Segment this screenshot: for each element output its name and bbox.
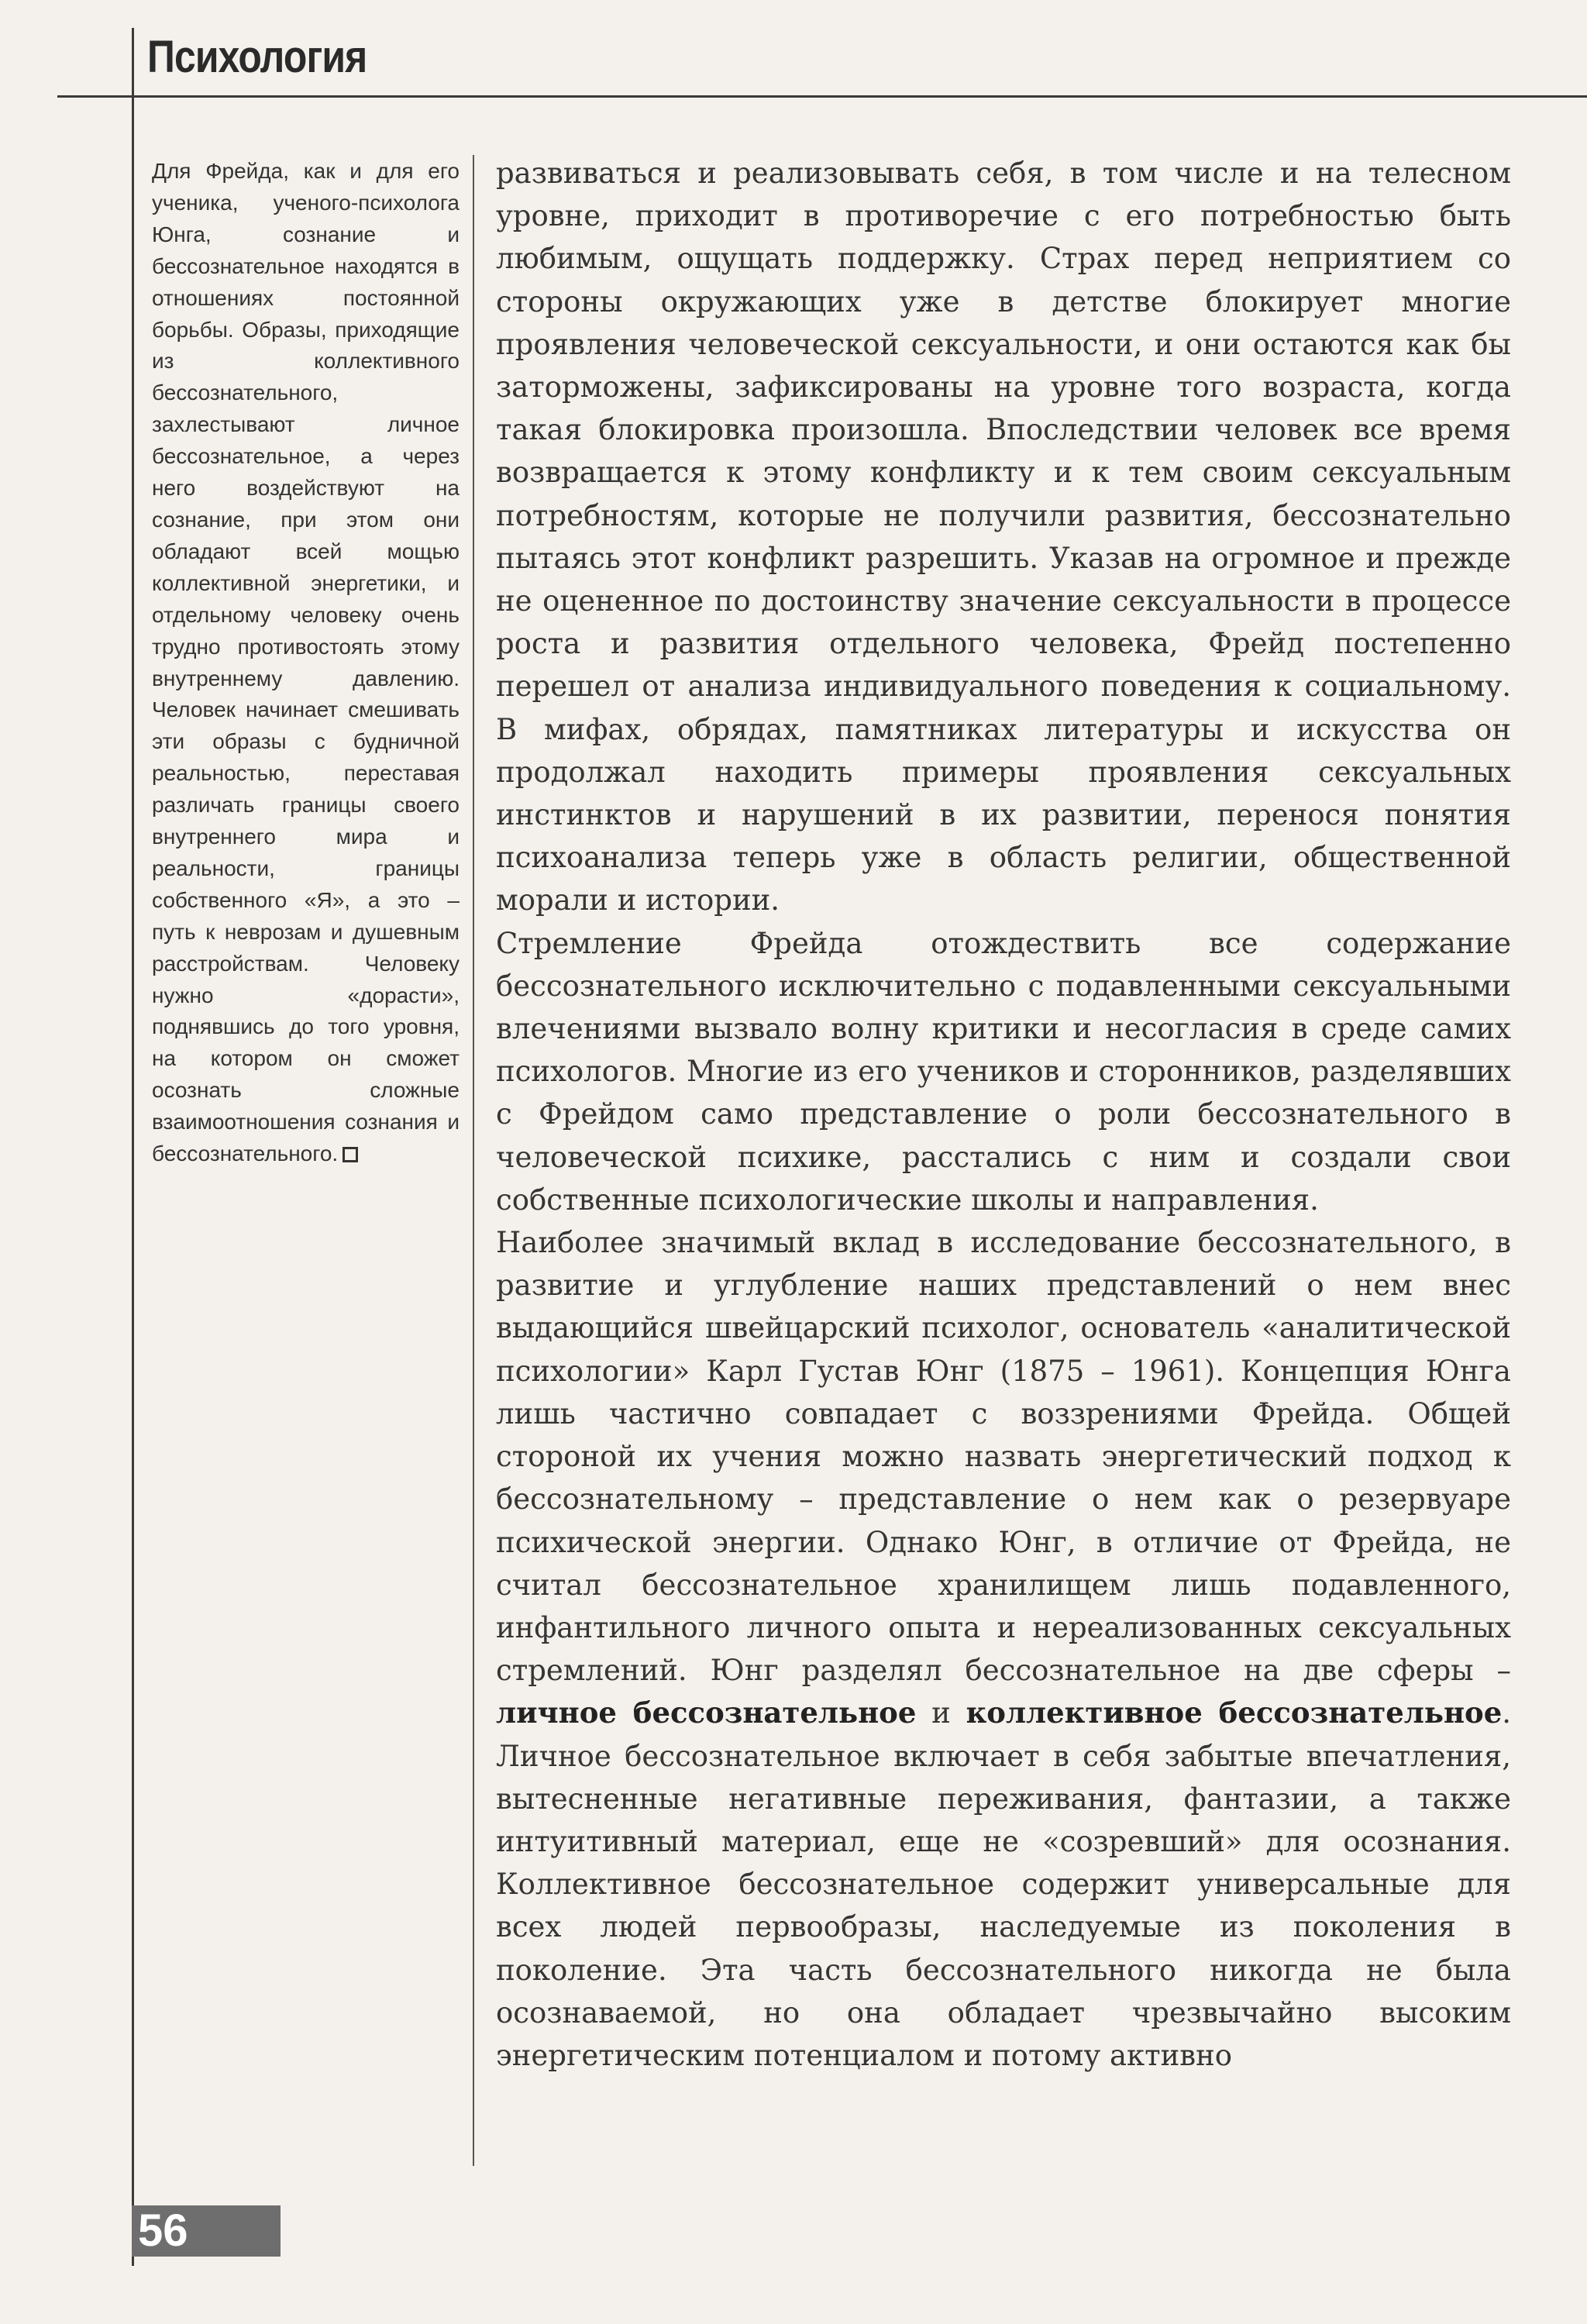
- left-margin-rule: [132, 28, 134, 2266]
- sidebar-note-text: Для Фрейда, как и для его ученика, ученого-психолога Юнга, сознание и бессознательное находятся в отношениях постоянной борьбы. Образы, приходящие из коллективного бессознательного, захлестывают личное бессознательное, а через него воздействуют на сознание, при этом они обладают всей мощью коллективной энергетики, и отдельному человеку очень трудно противостоять этому внутреннему давлению. Человек начинает смешивать эти образы с будничной реальностью, переставая различать границы своего внутреннего мира и реальности, границы собственного «Я», а это – путь к неврозам и душевным расстройствам. Человеку нужно «дорасти», поднявшись до того уровня, на котором он сможет осознать сложные взаимоотношения сознания и бессознательного.: [152, 159, 460, 1166]
- paragraph-3-part-c: . Личное бессознательное включает в себя забытые впечатления, вытесненные негативные переживания, фантазии, а также интуитивный материал, еще не «созревший» для осознания. Коллективное бессознательное содержит универсальные для всех людей первообразы, наследуемые из поколения в поколение. Эта часть бессознательного никогда не была осознаваемой, но она обладает чрезвычайно высоким энергетическим потенциалом и потому активно: [496, 1696, 1512, 2072]
- sidebar-note: [152, 156, 460, 1170]
- paragraph-2: Стремление Фрейда отождествить все содержание бессознательного исключительно с подавленными сексуальными влечениями вызвало волну критики и несогласия в среде самих психологов. Многие из его учеников и сторонников, разделявших с Фрейдом само представление о роли бессознательного в человеческой психике, расстались с ним и создали свои собственные психологические школы и направления.: [496, 926, 1511, 1217]
- term-collective-unconscious: коллективное бессознательное: [966, 1696, 1503, 1730]
- paragraph-1: развиваться и реализовывать себя, в том числе и на телесном уровне, приходит в противоречие с его потребностью быть любимым, ощущать поддержку. Страх перед неприятием со стороны окружающих уже в детстве блокирует многие проявления человеческой сексуальности, и они остаются как бы заторможены, зафиксированы на уровне того возраста, когда такая блокировка произошла. Впоследствии человек все время возвращается к этому конфликту и к тем своим сексуальным потребностям, которые не получили развития, бессознательно пытаясь этот конфликт разрешить. Указав на огромное и прежде не оцененное по достоинству значение сексуальности в процессе роста и развития отдельного человека, Фрейд постепенно перешел от анализа индивидуального поведения к социальному. В мифах, обрядах, памятниках литературы и искусства он продолжал находить примеры проявления сексуальных инстинктов и нарушений в их развитии, перенося понятия психоанализа теперь уже в область религии, общественной морали и истории.: [496, 157, 1511, 918]
- end-mark-square-icon: [343, 1147, 358, 1162]
- header-rule: [57, 95, 1587, 98]
- page-number: 56: [138, 2205, 188, 2256]
- paragraph-3-and: и: [916, 1696, 966, 1730]
- running-header-title: Психология: [147, 32, 367, 82]
- term-personal-unconscious: личное бессознательное: [496, 1696, 917, 1730]
- paragraph-3-part-a: Наиболее значимый вклад в исследование бессознательного, в развитие и углубление наших представлений о нем внес выдающийся швейцарский психолог, основатель «аналитической психологии» Карл Густав Юнг (1875 – 1961). Концепция Юнга лишь частично совпадает с воззрениями Фрейда. Общей стороной их учения можно назвать энергетический подход к бессознательному – представление о нем как о резервуаре психической энергии. Однако Юнг, в отличие от Фрейда, не считал бессознательное хранилищем лишь подавленного, инфантильного личного опыта и нереализованных сексуальных стремлений. Юнг разделял бессознательное на две сферы –: [496, 1226, 1511, 1688]
- paragraph-3: [496, 1221, 1511, 2077]
- main-text-column: [496, 152, 1511, 2077]
- column-separator: [473, 155, 474, 2166]
